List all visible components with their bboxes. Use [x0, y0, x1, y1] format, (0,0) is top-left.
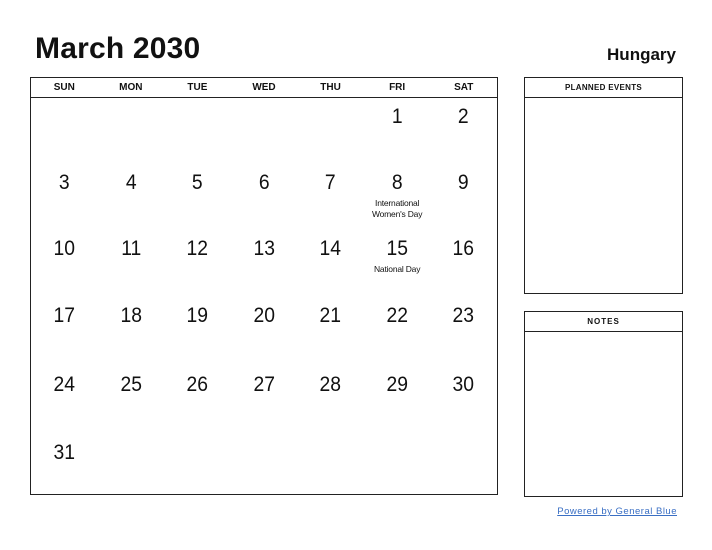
day-cell — [31, 230, 98, 297]
day-cell — [98, 98, 165, 164]
day-number: 25 — [120, 373, 142, 396]
day-number: 4 — [125, 171, 137, 194]
day-number — [167, 434, 228, 441]
day-number: 22 — [386, 304, 408, 327]
day-cell — [297, 230, 364, 297]
calendar-grid — [30, 77, 498, 495]
planned-events-header: PLANNED EVENTS — [525, 78, 682, 98]
day-number — [300, 434, 361, 441]
day-cell — [164, 366, 231, 434]
day-cell — [430, 230, 497, 297]
day-cell — [31, 434, 98, 498]
day-cell — [364, 297, 431, 366]
day-cell — [231, 164, 298, 230]
day-cell — [231, 434, 298, 498]
day-cell — [297, 164, 364, 230]
day-cell — [31, 366, 98, 434]
day-number — [433, 434, 494, 441]
day-cell — [164, 164, 231, 230]
weekday-mon: MON — [119, 82, 143, 93]
day-number — [167, 98, 228, 105]
day-cell — [164, 434, 231, 498]
day-number: 17 — [53, 304, 76, 327]
week-row — [31, 230, 497, 297]
day-cell — [98, 434, 165, 498]
weekday-thu: THU — [320, 82, 341, 93]
day-cell — [31, 297, 98, 366]
day-cell — [430, 297, 497, 366]
day-cell — [364, 366, 431, 434]
day-cell — [430, 366, 497, 434]
day-number: 9 — [458, 171, 470, 194]
day-cell — [231, 297, 298, 366]
day-number: 12 — [186, 237, 209, 260]
holiday-label: National Day — [373, 264, 421, 274]
weekday-fri: FRI — [389, 82, 406, 93]
day-number: 30 — [452, 373, 475, 396]
week-row — [31, 98, 497, 164]
day-cell — [98, 230, 165, 297]
week-row — [31, 164, 497, 230]
day-cell — [164, 297, 231, 366]
day-cell — [364, 164, 431, 230]
day-number: 11 — [120, 237, 141, 260]
weekday-tue: TUE — [187, 82, 208, 93]
country-label: Hungary — [607, 45, 676, 64]
day-number: 8 — [391, 171, 403, 194]
day-cell — [98, 164, 165, 230]
day-number: 5 — [192, 171, 203, 194]
day-cell — [231, 366, 298, 434]
day-number — [233, 98, 294, 105]
day-number — [300, 98, 361, 105]
day-number: 10 — [53, 237, 76, 260]
powered-by-link[interactable]: Powered by General Blue — [557, 506, 677, 517]
day-number: 28 — [319, 373, 342, 396]
week-row — [31, 297, 497, 366]
day-cell — [364, 434, 431, 498]
calendar-weeks — [31, 98, 497, 498]
holiday-label: International Women's Day — [371, 198, 423, 219]
day-number: 24 — [53, 373, 76, 396]
day-cell — [164, 230, 231, 297]
day-number — [100, 98, 161, 105]
day-number: 19 — [186, 304, 209, 327]
notes-panel — [524, 311, 683, 497]
day-number: 15 — [386, 237, 408, 260]
day-number: 6 — [258, 171, 270, 194]
day-number — [233, 434, 294, 441]
day-cell — [297, 366, 364, 434]
day-cell — [231, 230, 298, 297]
day-number: 16 — [452, 237, 475, 260]
day-number — [34, 98, 95, 105]
day-number: 31 — [53, 441, 76, 464]
day-cell — [98, 366, 165, 434]
day-number: 3 — [58, 171, 70, 194]
day-number: 13 — [253, 237, 275, 260]
week-row — [31, 366, 497, 434]
day-cell — [297, 98, 364, 164]
day-number: 27 — [253, 373, 275, 396]
day-cell — [430, 164, 497, 230]
day-cell — [31, 164, 98, 230]
day-number: 29 — [386, 373, 408, 396]
day-number — [100, 434, 161, 441]
weekday-sat: SAT — [454, 82, 474, 93]
day-number — [367, 434, 428, 441]
day-number: 1 — [391, 105, 403, 128]
week-row — [31, 434, 497, 498]
day-number: 18 — [120, 304, 142, 327]
day-number: 7 — [325, 171, 336, 194]
day-cell — [31, 98, 98, 164]
day-cell — [164, 98, 231, 164]
day-number: 20 — [253, 304, 275, 327]
day-number: 21 — [319, 304, 342, 327]
day-cell — [430, 98, 497, 164]
weekday-sun: SUN — [53, 82, 75, 93]
day-cell — [364, 98, 431, 164]
day-number: 23 — [452, 304, 475, 327]
day-number: 2 — [458, 105, 470, 128]
day-number: 26 — [186, 373, 209, 396]
planned-events-panel — [524, 77, 683, 294]
page-title: March 2030 — [35, 32, 201, 65]
weekday-wed: WED — [252, 82, 276, 93]
day-cell — [98, 297, 165, 366]
day-cell — [364, 230, 431, 297]
notes-header: NOTES — [525, 312, 682, 332]
weekday-header-row — [31, 78, 497, 98]
day-cell — [430, 434, 497, 498]
day-number: 14 — [319, 237, 342, 260]
day-cell — [231, 98, 298, 164]
day-cell — [297, 297, 364, 366]
day-cell — [297, 434, 364, 498]
